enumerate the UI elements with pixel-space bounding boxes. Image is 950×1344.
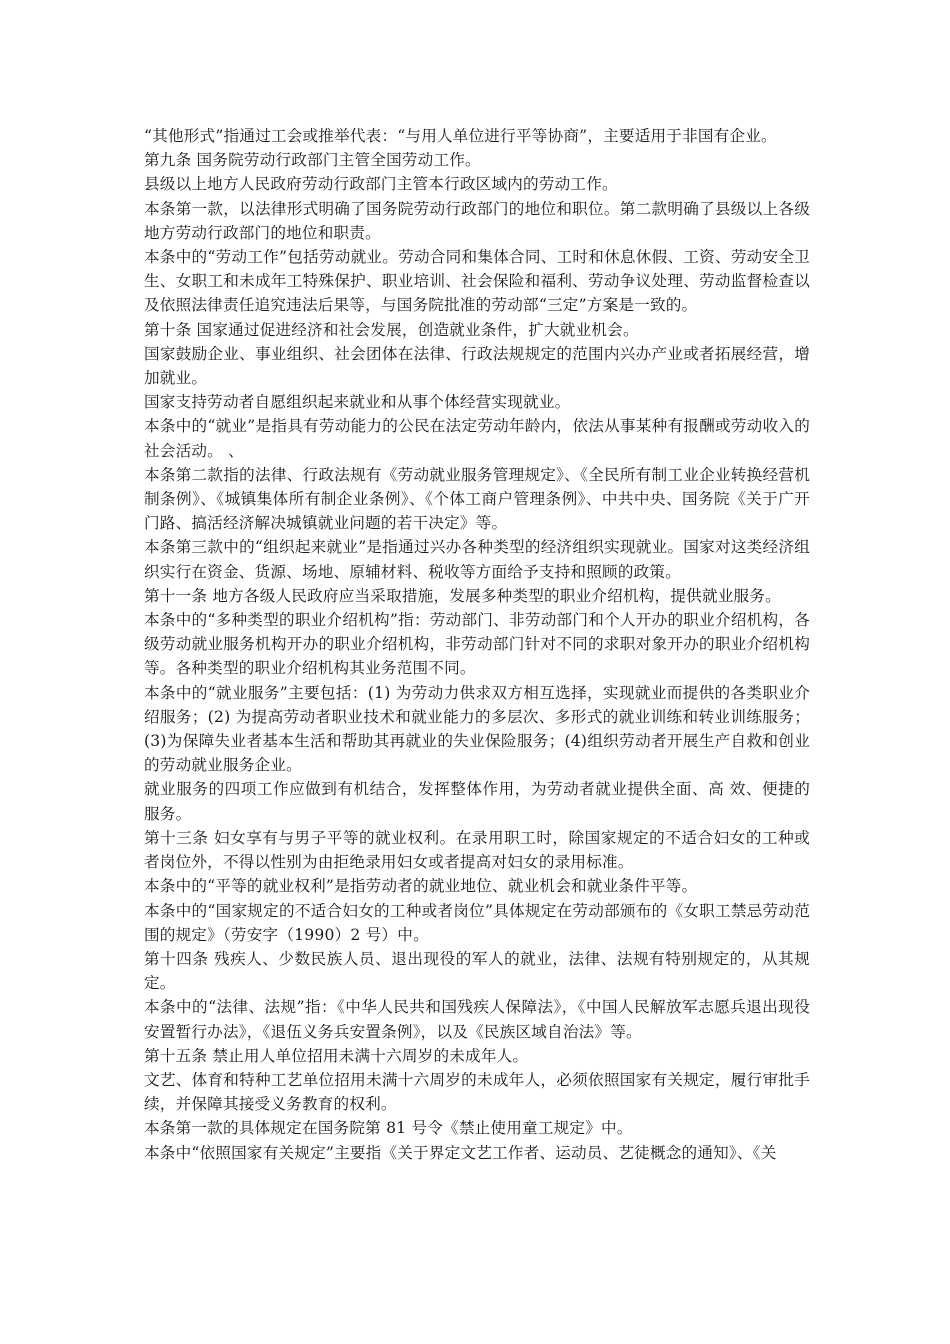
paragraph: 本条第一款，以法律形式明确了国务院劳动行政部门的地位和职位。第二款明确了县级以上各级地方劳动行政部门的地位和职责。 [144, 199, 810, 242]
paragraph: 本条第二款指的法律、行政法规有《劳动就业服务管理规定》、《全民所有制工业企业转换经营机制条例》、《城镇集体所有制企业条例》、《个体工商户管理条例》、中共中央、国务院《关于广开门路、搞活经济解决城镇就业问题的若干决定》等。 [144, 465, 810, 533]
paragraph: 国家支持劳动者自愿组织起来就业和从事个体经营实现就业。 [144, 393, 571, 412]
paragraph: 文艺、体育和特种工艺单位招用未满十六周岁的未成年人，必须依照国家有关规定，履行审批手续，并保障其接受义务教育的权利。 [144, 1070, 810, 1114]
document-body [144, 124, 810, 1165]
article-heading: 第十一条 地方各级人民政府应当采取措施，发展多种类型的职业介绍机构，提供就业服务。 [144, 586, 781, 605]
paragraph: 国家鼓励企业、事业组织、社会团体在法律、行政法规规定的范围内兴办产业或者拓展经营，增加就业。 [144, 344, 810, 388]
article-heading: 第九条 国务院劳动行政部门主管全国劳动工作。 [144, 151, 481, 170]
paragraph: 县级以上地方人民政府劳动行政部门主管本行政区域内的劳动工作。 [144, 175, 618, 194]
paragraph: “其他形式”指通过工会或推举代表：“与用人单位进行平等协商”，主要适用于非国有企业。 [144, 127, 777, 145]
paragraph: 本条中的“劳动工作”包括劳动就业。劳动合同和集体合同、工时和休息休假、工资、劳动安全卫生、女职工和未成年工特殊保护、职业培训、社会保险和福利、劳动争议处理、劳动监督检查以及依照法律责任追究违法后果等，与国务院批准的劳动部“三定”方案是一致的。 [144, 248, 810, 315]
paragraph: 本条第三款中的“组织起来就业”是指通过兴办各种类型的经济组织实现就业。国家对这类经济组织实行在资金、货源、场地、原辅材料、税收等方面给予支持和照顾的政策。 [144, 538, 810, 581]
paragraph: 本条中的“平等的就业权利”是指劳动者的就业地位、就业机会和就业条件平等。 [144, 877, 698, 896]
paragraph: 本条中的“国家规定的不适合妇女的工种或者岗位”具体规定在劳动部颁布的《女职工禁忌劳动范围的规定》（劳安字（1990）2 号）中。 [144, 901, 810, 944]
article-heading: 第十五条 禁止用人单位招用未满十六周岁的未成年人。 [144, 1046, 529, 1065]
article-heading: 第十四条 残疾人、少数民族人员、退出现役的军人的就业，法律、法规有特别规定的，从其规定。 [144, 949, 810, 993]
paragraph: 本条中“依照国家有关规定”主要指《关于界定文艺工作者、运动员、艺徒概念的通知》、《关 [144, 1143, 777, 1162]
paragraph: 本条中的“就业服务”主要包括：(1) 为劳动力供求双方相互选择，实现就业而提供的各类职业介绍服务；(2) 为提高劳动者职业技术和就业能力的多层次、多形式的就业训练和转业训练服务；(3)为保障失业者基本生活和帮助其再就业的失业保险服务；(4)组织劳动者开展生产自救和创业的劳动就业服务企业。 [144, 683, 810, 775]
paragraph: 本条第一款的具体规定在国务院第 81 号令《禁止使用童工规定》中。 [144, 1119, 633, 1138]
paragraph: 本条中的“多种类型的职业介绍机构”指：劳动部门、非劳动部门和个人开办的职业介绍机构，各级劳动就业服务机构开办的职业介绍机构，非劳动部门针对不同的求职对象开办的职业介绍机构等。各种类型的职业介绍机构其业务范围不同。 [144, 611, 810, 678]
paragraph: 就业服务的四项工作应做到有机结合，发挥整体作用，为劳动者就业提供全面、高 效、便捷的服务。 [144, 780, 810, 823]
article-heading: 第十三条 妇女享有与男子平等的就业权利。在录用职工时，除国家规定的不适合妇女的工种或者岗位外，不得以性别为由拒绝录用妇女或者提高对妇女的录用标准。 [144, 828, 810, 872]
paragraph: 本条中的“法律、法规”指：《中华人民共和国残疾人保障法》，《中国人民解放军志愿兵退出现役安置暂行办法》，《退伍义务兵安置条例》，以及《民族区域自治法》等。 [144, 998, 810, 1041]
article-heading: 第十条 国家通过促进经济和社会发展，创造就业条件，扩大就业机会。 [144, 320, 639, 339]
paragraph: 本条中的“就业”是指具有劳动能力的公民在法定劳动年龄内，依法从事某种有报酬或劳动收入的社会活动。 、 [144, 417, 810, 460]
